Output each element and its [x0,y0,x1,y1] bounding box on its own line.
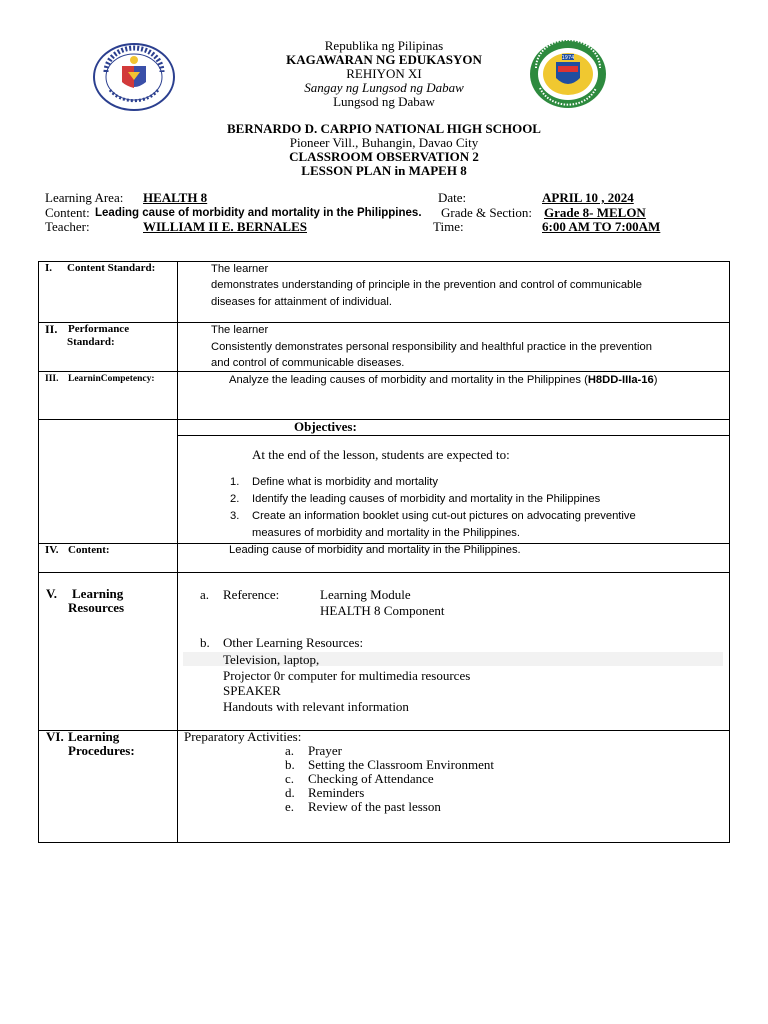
competency-text [229,372,657,389]
content-row-label: Content: [68,544,110,556]
objective-number: 2. [230,493,240,505]
content-standard-label: Content Standard: [67,262,156,274]
content-standard-line1: The learner [211,263,269,275]
objective-text: Define what is morbidity and mortality [252,476,438,488]
row-divider [38,322,730,323]
procedure-letter: c. [285,771,295,786]
date-value: APRIL 10 , 2024 [542,190,634,205]
school-name: BERNARDO D. CARPIO NATIONAL HIGH SCHOOL [227,121,541,136]
content-value: Leading cause of morbidity and mortality in the Philippines. [95,207,422,219]
objectives-intro: At the end of the lesson, students are expected to: [252,447,510,462]
time-value: 6:00 AM TO 7:00AM [542,219,661,234]
grade-label: Grade & Section: [441,205,532,220]
content-row-text: Leading cause of morbidity and mortality in the Philippines. [229,544,521,556]
content-standard-line3: diseases for attainment of individual. [211,296,392,308]
objective-item [230,491,725,508]
procedure-text: Checking of Attendance [308,771,434,786]
competency-code: H8DD-IIIa-16 [587,374,654,386]
competency-num: III. [45,374,59,384]
reference-value2: HEALTH 8 Component [320,603,445,618]
objectives-title: Objectives: [294,419,357,434]
objective-number: 1. [230,476,240,488]
procedure-text: Review of the past lesson [308,799,441,814]
objectives-list [230,474,725,542]
reference-value1: Learning Module [320,587,411,602]
row-divider [38,730,730,731]
procedure-letter: b. [285,757,295,772]
resources-label1: Learning [72,586,124,601]
procedure-item [285,758,494,772]
learning-area-value: HEALTH 8 [143,190,208,205]
content-label: Content: [45,205,90,220]
procedures-label2: Procedures: [68,743,135,758]
row-divider [38,419,730,420]
resources-num: V. [46,586,57,601]
other-resource-item: Handouts with relevant information [223,699,409,715]
other-resources-letter: b. [200,635,210,650]
other-resource-item: SPEAKER [223,683,281,699]
objective-item [230,474,725,491]
objective-text: Identify the leading causes of morbidity and mortality in the Philippines [252,493,601,505]
other-resources-label: Other Learning Resources: [223,635,364,650]
svg-text:1974: 1974 [561,55,575,61]
grade-value: Grade 8- MELON [544,205,646,220]
procedure-item [285,772,494,786]
other-resources-list [223,652,470,715]
preparatory-activities-list [285,744,494,814]
header-city: Lungsod ng Dabaw [333,94,435,109]
other-resource-item: Projector 0r computer for multimedia resources [223,667,471,683]
objective-number: 3. [230,510,240,522]
header-division: Sangay ng Lungsod ng Dabaw [304,80,464,95]
content-standard-num: I. [45,262,53,274]
performance-standard-num: II. [45,322,58,336]
observation-title: CLASSROOM OBSERVATION 2 [289,149,479,164]
competency-close: ) [653,374,658,386]
performance-standard-line1: The learner [211,324,269,336]
objective-text: Create an information booklet using cut-out pictures on advocating preventive [252,510,636,522]
performance-standard-line3: and control of communicable diseases. [211,357,405,369]
procedures-num: VI. [46,729,64,744]
resources-label2: Resources [68,600,125,615]
objective-item3-continuation: measures of morbidity and mortality in the Philippines. [252,527,521,539]
reference-letter: a. [200,587,210,602]
performance-standard-label2: Standard: [67,336,115,348]
row-divider [38,572,730,573]
date-label: Date: [438,190,467,205]
procedure-item [285,800,494,814]
procedure-item [285,744,494,758]
competency-statement: Analyze the leading causes of morbidity and mortality in the Philippines ( [229,374,588,386]
row-divider [177,435,730,436]
procedure-letter: e. [285,799,295,814]
procedure-letter: d. [285,785,295,800]
procedures-label1: Learning [68,729,120,744]
procedure-text: Reminders [308,785,365,800]
preparatory-activities-label: Preparatory Activities: [184,729,302,744]
header-department: KAGAWARAN NG EDUKASYON [286,52,482,67]
competency-label: LearninCompetency: [68,374,155,384]
table-column-divider [177,261,178,843]
time-label: Time: [433,219,464,234]
objective-item [230,508,725,525]
school-address: Pioneer Vill., Buhangin, Davao City [289,135,479,150]
procedure-item [285,786,494,800]
learning-area-label: Learning Area: [45,190,124,205]
lesson-plan-title: LESSON PLAN in MAPEH 8 [301,163,467,178]
procedure-letter: a. [285,743,295,758]
performance-standard-label1: Performance [68,323,130,335]
performance-standard-line2: Consistently demonstrates personal responsibility and healthful practice in the prevention [211,341,652,353]
header-republic: Republika ng Pilipinas [324,38,444,53]
reference-label: Reference: [223,587,280,602]
content-standard-line2: demonstrates understanding of principle in the prevention and control of communicable [211,279,642,291]
other-resource-item: Television, laptop, [223,652,320,667]
teacher-label: Teacher: [45,219,90,234]
procedure-text: Prayer [308,743,342,758]
header-region: REHIYON XI [346,66,422,81]
content-num: IV. [45,544,59,556]
procedure-text: Setting the Classroom Environment [308,757,494,772]
teacher-value: WILLIAM II E. BERNALES [143,219,307,234]
